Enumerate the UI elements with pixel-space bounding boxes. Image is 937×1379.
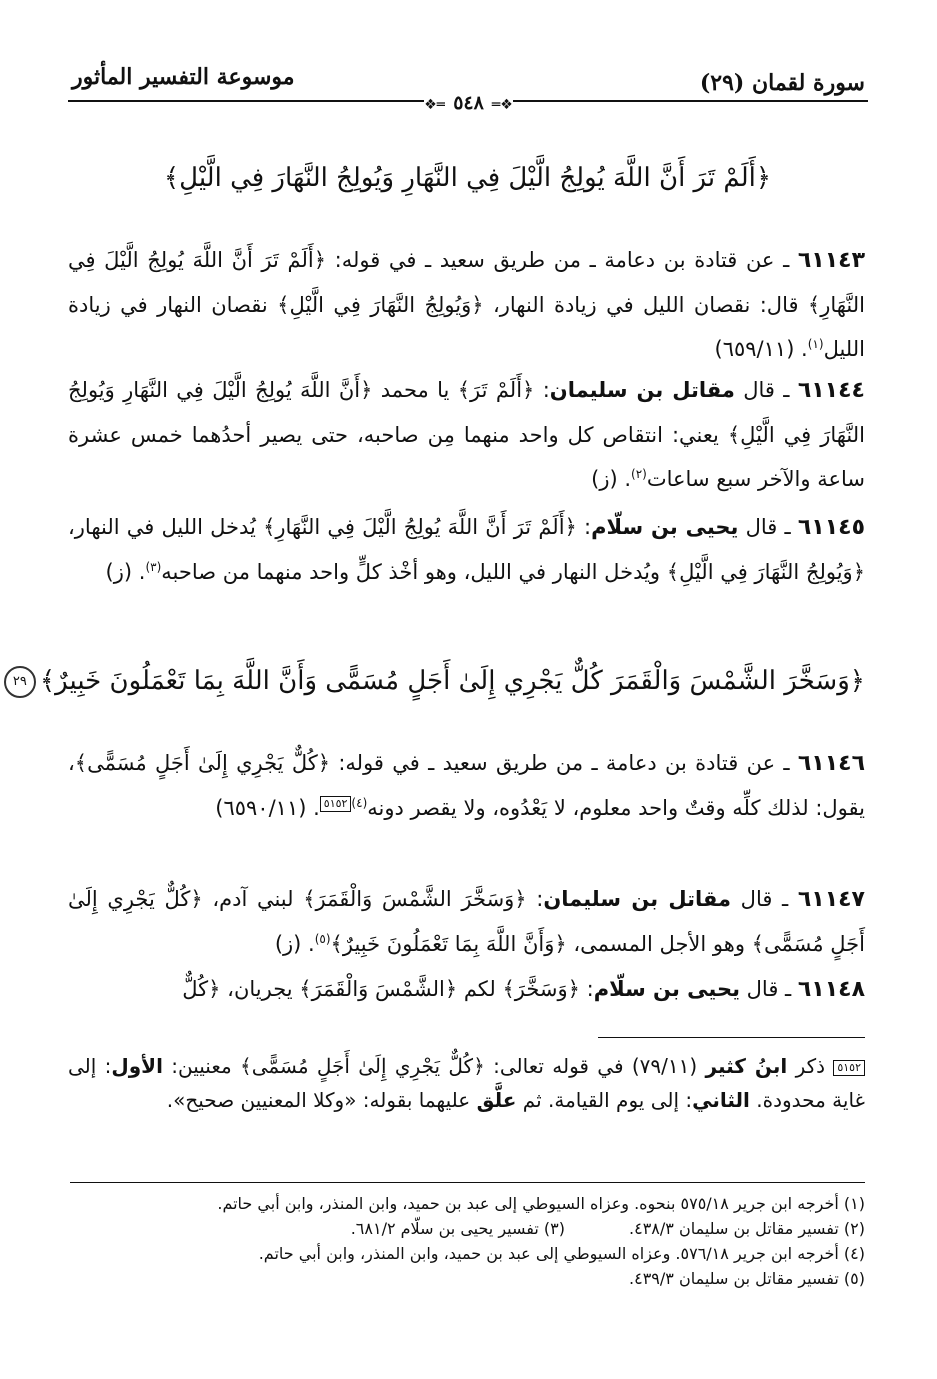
quran-quote: ﴿أَلَمْ تَرَ أَنَّ اللَّهَ يُولِجُ الَّيْلَ فِي النَّهَارِ﴾ xyxy=(68,248,865,317)
comment-verb: علَّق xyxy=(476,1088,517,1112)
entry-61148 xyxy=(68,967,865,1012)
footnote-4: (٤) أخرجه ابن جرير ٥٧٦/١٨. وعزاه السيوطي إلى عبد بن حميد، وابن المنذر، وابن أبي حاتم. xyxy=(258,1244,865,1263)
quran-quote: ﴿كُلٌّ يَجْرِي إِلَىٰ أَجَلٍ مُسَمًّى﴾ xyxy=(74,751,331,775)
entry-text: قال: نقصان الليل في زيادة النهار، xyxy=(483,293,808,317)
quran-quote: ﴿الشَّمْسَ وَالْقَمَرَ﴾ xyxy=(299,977,458,1001)
entry-text: يا محمد xyxy=(372,378,458,402)
entry-text: ويُدخل النهار في الليل، وهو أخْذ كلٍّ واحد منهما من صاحبه xyxy=(161,560,667,584)
entry-text: . (ز) xyxy=(274,932,315,956)
quran-quote: ﴿أَنَّ اللَّهَ يُولِجُ الَّيْلَ فِي النَّهَارِ وَيُولِجُ النَّهَارَ فِي الَّيْلِ﴾ xyxy=(68,378,865,447)
entry-text: . (٦٥٩/١١) xyxy=(714,337,808,361)
entry-text: ـ قال xyxy=(739,977,798,1001)
entry-text: يعني: انتقاص كل واحد منهما مِن صاحبه، حتى يصير أحدُهما خمس عشرة ساعة والآخر سبع ساعات xyxy=(68,423,865,491)
book-title-header: موسوعة التفسير المأثور xyxy=(72,64,295,90)
narrator-name: مقاتل بن سليمان xyxy=(549,378,735,402)
narrator-name: مقاتل بن سليمان xyxy=(543,887,732,911)
entry-text: : xyxy=(576,515,592,539)
footnotes-rule xyxy=(70,1182,865,1183)
entry-text: ـ قال xyxy=(734,378,798,402)
entry-text: ، يقول: لذلك كلِّه وقتٌ واحد معلوم، لا يَعْدُوه، ولا يقصر دونه xyxy=(68,751,865,820)
footnote-marker[interactable]: (٣) xyxy=(145,560,162,574)
quran-quote: ﴿أَلَمْ تَرَ﴾ xyxy=(457,378,535,402)
first-meaning-label: الأول xyxy=(111,1054,163,1078)
quran-quote: ﴿وَسَخَّرَ الشَّمْسَ وَالْقَمَرَ﴾ xyxy=(303,887,527,911)
quran-quote: ﴿وَسَخَّرَ﴾ xyxy=(502,977,580,1001)
commentary-reference: ٥١٥٢ xyxy=(833,1060,865,1076)
entry-61145 xyxy=(68,505,865,594)
verse-text: ﴿وَسَخَّرَ الشَّمْسَ وَالْقَمَرَ كُلٌّ يَجْرِي إِلَىٰ أَجَلٍ مُسَمًّى وَأَنَّ اللَّهَ بِمَا تَعْمَلُونَ خَبِيرٌ﴾ xyxy=(39,666,865,696)
quran-quote: ﴿كُلٌّ xyxy=(182,977,221,1001)
surah-header: سورة لقمان (٢٩) xyxy=(699,70,865,96)
comment-text: : إلى غاية محدودة. xyxy=(68,1054,865,1112)
footnotes xyxy=(68,1191,865,1291)
verse-heading-1: ﴿أَلَمْ تَرَ أَنَّ اللَّهَ يُولِجُ الَّيْلَ فِي النَّهَارِ وَيُولِجُ النَّهَارَ فِي الَّيْلِ﴾ xyxy=(163,163,772,193)
entry-text: ـ قال xyxy=(738,515,798,539)
entry-number: ٦١١٤٦ xyxy=(797,751,866,776)
comment-text: ذكر xyxy=(787,1054,834,1078)
quran-quote: ﴿وَيُولِجُ النَّهَارَ فِي الَّيْلِ﴾ xyxy=(277,293,484,317)
entry-number: ٦١١٤٣ xyxy=(797,248,865,273)
entry-text: ـ عن قتادة بن دعامة ـ من طريق سعيد ـ في قوله: xyxy=(326,248,798,272)
narrator-name: يحيى بن سلّام xyxy=(593,977,740,1001)
entry-text: : xyxy=(526,887,544,911)
quran-quote: ﴿وَيُولِجُ النَّهَارَ فِي الَّيْلِ﴾ xyxy=(666,560,865,584)
footnote-gap xyxy=(565,1216,629,1241)
entry-61146 xyxy=(68,741,865,830)
entry-text: ـ قال xyxy=(731,887,798,911)
quran-quote: ﴿كُلٌّ يَجْرِي إِلَىٰ أَجَلٍ مُسَمًّى﴾ xyxy=(240,1054,485,1078)
footnotes-row xyxy=(68,1216,865,1241)
entry-text: ـ عن قتادة بن دعامة ـ من طريق سعيد ـ في قوله: xyxy=(330,751,798,775)
commentary-note xyxy=(68,1049,865,1117)
entry-text: يجريان، xyxy=(220,977,300,1001)
commentary-reference[interactable]: ٥١٥٢ xyxy=(320,796,352,812)
entry-number: ٦١١٤٤ xyxy=(797,378,865,403)
verse-heading-2 xyxy=(12,666,865,698)
narrator-name: يحيى بن سلّام xyxy=(591,515,739,539)
entry-text: : xyxy=(534,378,550,402)
entry-text: نقصان النهار في زيادة الليل xyxy=(68,293,865,361)
scholar-name: ابنُ كثير xyxy=(705,1054,788,1078)
page-number: ٥٤٨ xyxy=(445,92,492,114)
ayah-number-icon: ٢٩ xyxy=(4,666,36,698)
footnote-marker[interactable]: (٥) xyxy=(314,932,331,946)
entry-text: . (٦٥٩٠/١١) xyxy=(215,796,320,820)
page-number-block xyxy=(0,92,937,114)
footnote-3: (٣) تفسير يحيى بن سلّام ٦٨١/٢. xyxy=(350,1219,565,1238)
quran-quote: ﴿وَأَنَّ اللَّهَ بِمَا تَعْمَلُونَ خَبِيرٌ﴾ xyxy=(330,932,567,956)
entry-number: ٦١١٤٥ xyxy=(797,515,865,540)
comment-text: عليهما بقوله: «وكلا المعنيين صحيح». xyxy=(166,1088,477,1112)
entry-number: ٦١١٤٨ xyxy=(797,977,865,1002)
entry-text: . (ز) xyxy=(591,467,632,491)
entry-61143 xyxy=(68,238,865,371)
entry-text: : xyxy=(579,977,594,1001)
entry-text: وهو الأجل المسمى، xyxy=(566,932,752,956)
comment-text: : إلى يوم القيامة. ثم xyxy=(516,1088,693,1112)
entry-text: لبني آدم، xyxy=(202,887,304,911)
left-ornament-icon: ❖═ xyxy=(424,97,446,113)
entry-61144 xyxy=(68,368,865,501)
comment-text: (٧٩/١١) في قوله تعالى: xyxy=(484,1054,706,1078)
entry-text: لكم xyxy=(457,977,503,1001)
quran-quote: ﴿أَلَمْ تَرَ أَنَّ اللَّهَ يُولِجُ الَّيْلَ فِي النَّهَارِ﴾ xyxy=(263,515,577,539)
entry-61147 xyxy=(68,877,865,966)
entry-text: يُدخل الليل في النهار، xyxy=(68,515,264,539)
footnote-2: (٢) تفسير مقاتل بن سليمان ٤٣٨/٣. xyxy=(629,1219,865,1238)
entry-text: . (ز) xyxy=(105,560,146,584)
footnote-1: (١) أخرجه ابن جرير ٥٧٥/١٨ بنحوه. وعزاه السيوطي إلى عبد بن حميد، وابن المنذر، وابن أبي حاتم. xyxy=(217,1194,865,1213)
commentary-rule xyxy=(598,1037,865,1038)
footnote-marker[interactable]: (٢) xyxy=(631,467,647,481)
comment-text: معنيين: xyxy=(162,1054,241,1078)
footnote-marker[interactable]: (٤) xyxy=(351,796,368,810)
second-meaning-label: الثاني xyxy=(692,1088,750,1112)
right-ornament-icon: ═❖ xyxy=(491,97,513,113)
quran-quote: ﴿كُلٌّ يَجْرِي إِلَىٰ أَجَلٍ مُسَمًّى﴾ xyxy=(68,887,865,956)
entry-number: ٦١١٤٧ xyxy=(797,887,865,912)
footnote-marker[interactable]: (١) xyxy=(807,337,824,351)
footnote-5: (٥) تفسير مقاتل بن سليمان ٤٣٩/٣. xyxy=(629,1269,865,1288)
